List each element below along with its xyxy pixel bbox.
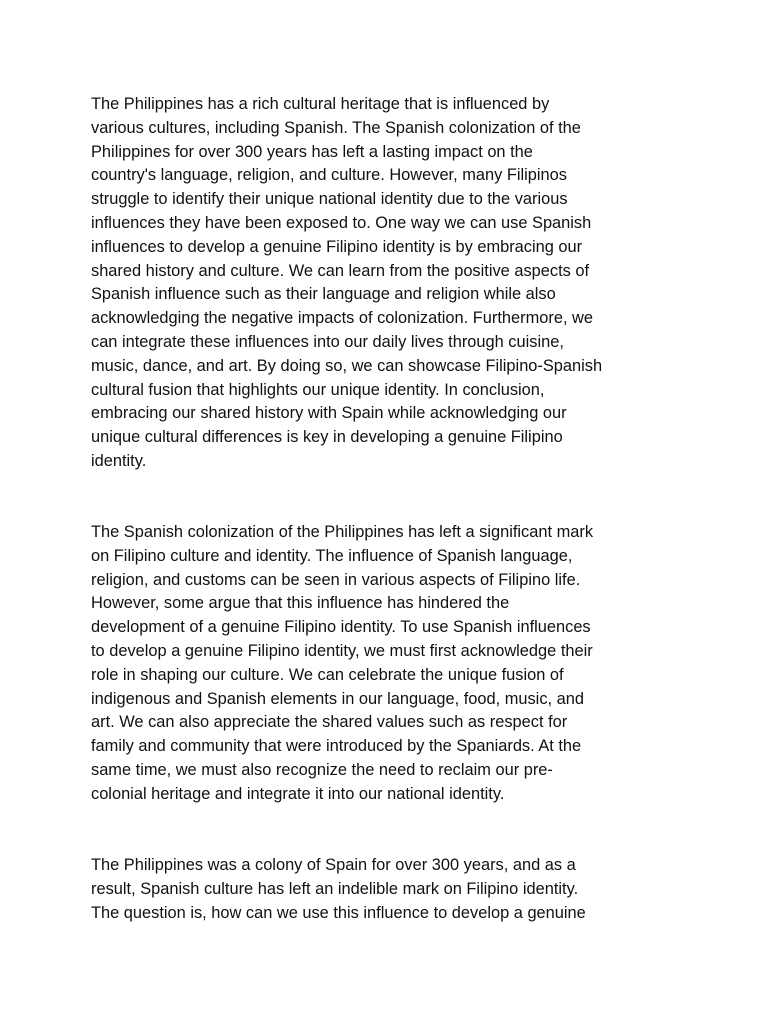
text-line: influences they have been exposed to. One way we can use Spanish <box>91 213 592 232</box>
text-line: unique cultural differences is key in developing a genuine Filipino <box>91 428 563 447</box>
paragraph-2 <box>91 521 691 807</box>
text-line: can integrate these influences into our daily lives through cuisine, <box>91 332 564 351</box>
text-line: Philippines for over 300 years has left a lasting impact on the <box>91 142 533 161</box>
text-line: The Philippines was a colony of Spain for over 300 years, and as a <box>91 856 576 874</box>
text-line: acknowledging the negative impacts of colonization. Furthermore, we <box>91 309 594 328</box>
text-line: cultural fusion that highlights our unique identity. In conclusion, <box>91 380 545 399</box>
text-line: indigenous and Spanish elements in our language, food, music, and <box>91 689 584 708</box>
text-line: family and community that were introduced by the Spaniards. At the <box>91 737 582 756</box>
text-line: to develop a genuine Filipino identity, we must first acknowledge their <box>91 641 593 660</box>
text-line: However, some argue that this influence has hindered the <box>91 594 510 613</box>
text-line: The Spanish colonization of the Philippines has left a significant mark <box>91 523 594 541</box>
text-line: country's language, religion, and culture. However, many Filipinos <box>91 166 567 185</box>
text-line: same time, we must also recognize the need to reclaim our pre- <box>91 760 553 779</box>
text-line: The Philippines has a rich cultural heritage that is influenced by <box>91 95 550 113</box>
text-line: music, dance, and art. By doing so, we can showcase Filipino-Spanish <box>91 356 603 375</box>
text-line: embracing our shared history with Spain while acknowledging our <box>91 404 567 423</box>
text-line: various cultures, including Spanish. The Spanish colonization of the <box>91 118 581 137</box>
text-line: role in shaping our culture. We can celebrate the unique fusion of <box>91 665 564 684</box>
text-line: result, Spanish culture has left an indelible mark on Filipino identity. <box>91 879 579 898</box>
text-line: struggle to identify their unique national identity due to the various <box>91 190 568 209</box>
text-line: development of a genuine Filipino identity. To use Spanish influences <box>91 618 591 637</box>
text-line: shared history and culture. We can learn from the positive aspects of <box>91 261 590 280</box>
text-line: The question is, how can we use this influence to develop a genuine <box>91 903 586 922</box>
text-line: religion, and customs can be seen in various aspects of Filipino life. <box>91 570 581 589</box>
text-line: on Filipino culture and identity. The influence of Spanish language, <box>91 546 573 565</box>
paragraph-3 <box>91 854 691 925</box>
text-line: art. We can also appreciate the shared values such as respect for <box>91 713 568 732</box>
paragraph-1 <box>91 93 691 474</box>
text-line: identity. <box>91 451 147 470</box>
text-line: Spanish influence such as their language and religion while also <box>91 285 556 304</box>
text-line: influences to develop a genuine Filipino identity is by embracing our <box>91 237 583 256</box>
text-line: colonial heritage and integrate it into our national identity. <box>91 784 505 803</box>
